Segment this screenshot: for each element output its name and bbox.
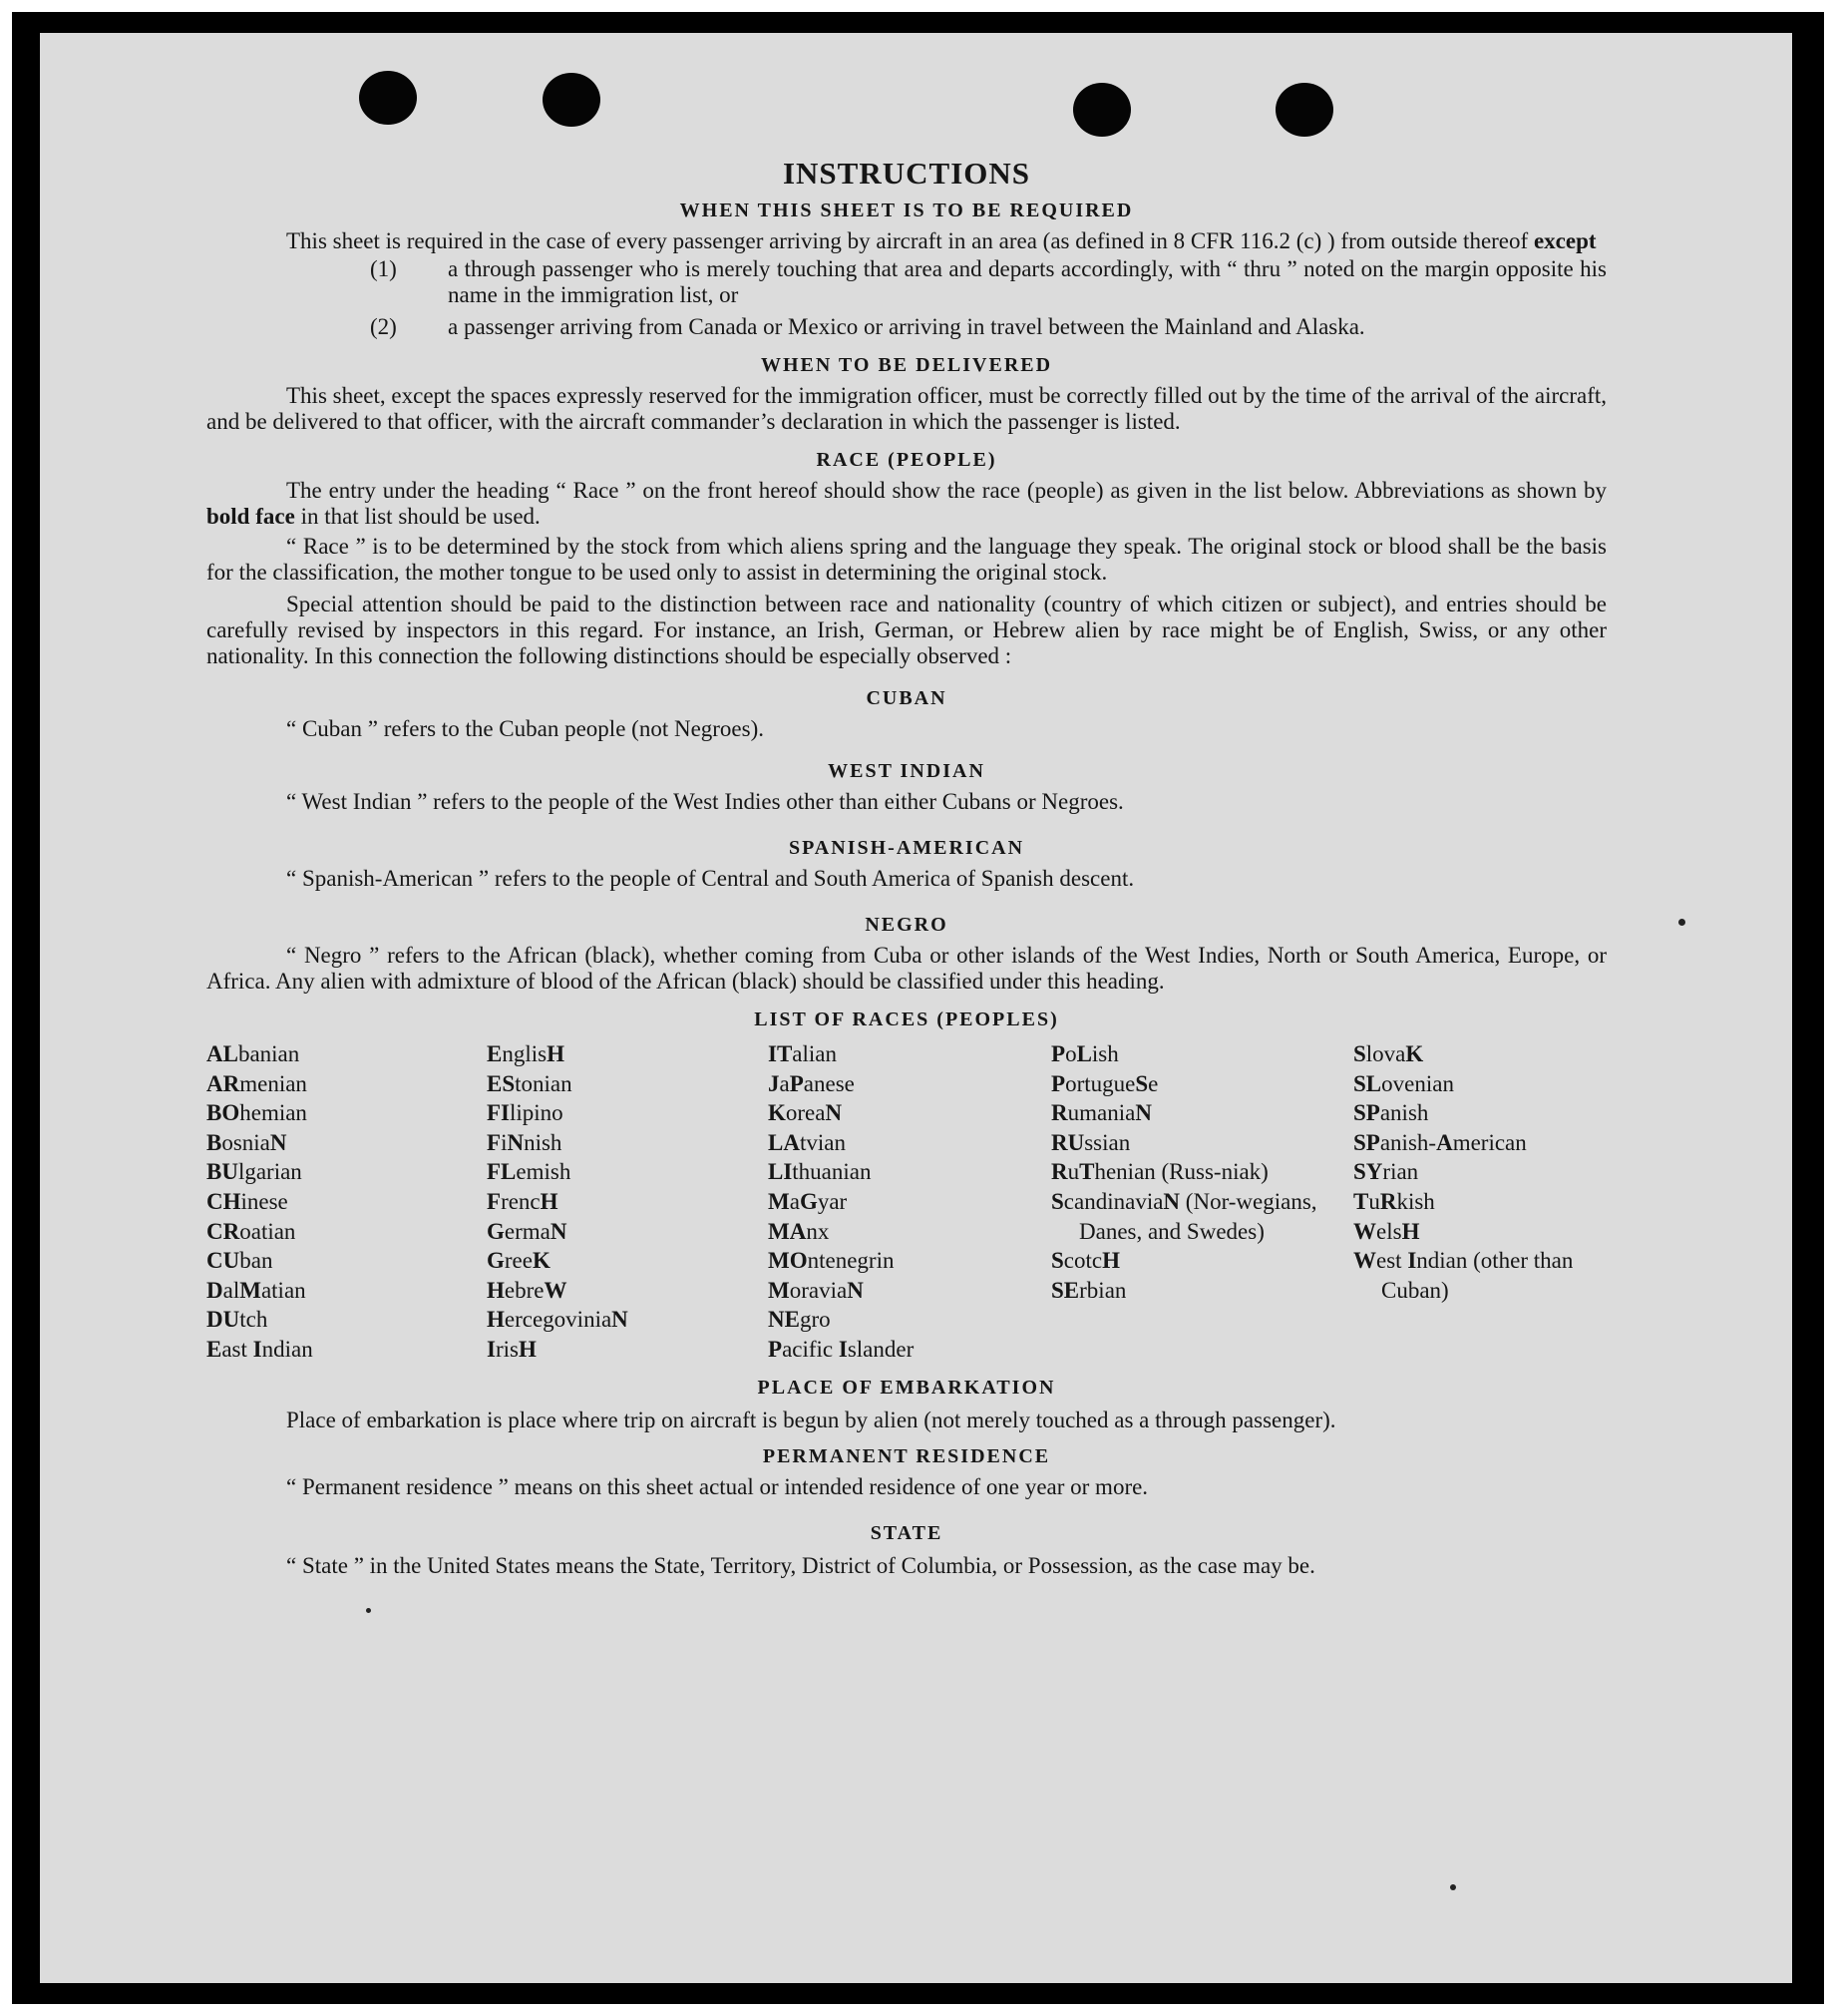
race-entry: MoraviaN bbox=[768, 1277, 864, 1303]
race-entry: ScotcH bbox=[1051, 1248, 1120, 1274]
exception-text: a through passenger who is merely touching that area and departs accordingly, with “ thru ” noted on the margin opposite his name in the immigration list, or bbox=[448, 256, 1607, 307]
race-column bbox=[1051, 1039, 1353, 1365]
punch-hole bbox=[359, 71, 417, 125]
punch-hole bbox=[1073, 83, 1131, 137]
race-entry: PoLish bbox=[1051, 1041, 1119, 1066]
section-heading-when-required: WHEN THIS SHEET IS TO BE REQUIRED bbox=[679, 200, 1134, 221]
race-entry: East Indian bbox=[206, 1336, 313, 1362]
section-heading-west-indian: WEST INDIAN bbox=[828, 760, 985, 782]
race-entry: HercegoviniaN bbox=[487, 1307, 628, 1333]
residence-text: “ Permanent residence ” means on this sheet actual or intended residence of one year or more. bbox=[286, 1473, 1149, 1499]
race-paragraph-1: The entry under the heading “ Race ” on the front hereof should show the race (people) as given in the list below. Abbreviations as shown by bold face in that list should be used. bbox=[206, 478, 1607, 529]
section-heading-spanish-american: SPANISH-AMERICAN bbox=[788, 837, 1025, 859]
race-entry: ARmenian bbox=[206, 1070, 307, 1096]
when-required-intro: This sheet is required in the case of every passenger arriving by aircraft in an area (as defined in 8 CFR 116.2 (c) ) from outside thereof except bbox=[286, 228, 1597, 253]
race-entry: RumaniaN bbox=[1051, 1100, 1152, 1126]
race-entry: Pacific Islander bbox=[768, 1336, 915, 1362]
exception-text: a passenger arriving from Canada or Mexico or arriving in travel between the Mainland and Alaska. bbox=[448, 314, 1365, 339]
race-entry: LAtvian bbox=[768, 1129, 846, 1155]
race-entry: CUban bbox=[206, 1248, 273, 1274]
section-heading-cuban: CUBAN bbox=[866, 687, 947, 709]
exception-number: (1) bbox=[370, 256, 397, 281]
race-entry: SErbian bbox=[1051, 1277, 1127, 1303]
section-heading-residence: PERMANENT RESIDENCE bbox=[762, 1444, 1051, 1467]
race-entry: JaPanese bbox=[768, 1070, 855, 1096]
race-entry: GermaN bbox=[487, 1218, 567, 1244]
race-column bbox=[1353, 1039, 1607, 1365]
race-column bbox=[487, 1039, 768, 1365]
race-entry: FIlipino bbox=[487, 1100, 563, 1126]
exception-list bbox=[206, 256, 1607, 340]
negro-text: “ Negro ” refers to the African (black), whether coming from Cuba or other islands of the West Indies, North or South America, Europe, or Africa. Any alien with admixture of blood of the African (black) should be classified under this heading. bbox=[206, 943, 1607, 994]
race-entry: ITalian bbox=[768, 1041, 837, 1066]
race-entry: CHinese bbox=[206, 1188, 288, 1214]
race-entry: EnglisH bbox=[487, 1041, 564, 1066]
race-column bbox=[206, 1039, 487, 1365]
speck bbox=[366, 1608, 371, 1613]
section-heading-list-of-races: LIST OF RACES (PEOPLES) bbox=[754, 1008, 1059, 1030]
spanish-american-text: “ Spanish-American ” refers to the people of Central and South America of Spanish descent. bbox=[286, 866, 1135, 891]
instructions-content bbox=[206, 156, 1607, 1581]
race-entry: TuRkish bbox=[1353, 1188, 1435, 1214]
race-entry: PortugueSe bbox=[1051, 1070, 1159, 1096]
page-title: INSTRUCTIONS bbox=[782, 156, 1030, 191]
race-entry: FLemish bbox=[487, 1159, 571, 1185]
race-paragraph-3: Special attention should be paid to the distinction between race and nationality (country of which citizen or subject), and entries should be carefully revised by inspectors in this regard. For instance, an Irish, German, or Hebrew alien by race might be of English, Swiss, or any other nationality. In this connection the following distinctions should be especially observed : bbox=[206, 592, 1607, 668]
speck bbox=[1450, 1884, 1456, 1890]
race-entry: RUssian bbox=[1051, 1129, 1131, 1155]
race-entry: BUlgarian bbox=[206, 1159, 302, 1185]
race-entry: West Indian (other than Cuban) bbox=[1353, 1248, 1574, 1303]
race-entry: EStonian bbox=[487, 1070, 572, 1096]
race-entry: MOntenegrin bbox=[768, 1248, 895, 1274]
race-paragraph-2: “ Race ” is to be determined by the stock from which aliens spring and the language they speak. The original stock or blood shall be the basis for the classification, the mother tongue to be used only to assist in determining the original stock. bbox=[206, 534, 1607, 585]
race-entry: SLovenian bbox=[1353, 1070, 1454, 1096]
when-delivered-text: This sheet, except the spaces expressly reserved for the immigration officer, must be correctly filled out by the time of the arrival of the aircraft, and be delivered to that officer, with the aircraft commander’s declaration in which the passenger is listed. bbox=[206, 383, 1607, 434]
state-text: “ State ” in the United States means the State, Territory, District of Columbia, or Possession, as the case may be. bbox=[286, 1552, 1315, 1578]
race-entry: CRoatian bbox=[206, 1218, 296, 1244]
race-entry: DalMatian bbox=[206, 1277, 306, 1303]
race-entry: HebreW bbox=[487, 1277, 567, 1303]
race-entry: IrisH bbox=[487, 1336, 537, 1362]
race-entry: RuThenian (Russ-niak) bbox=[1051, 1159, 1269, 1185]
race-entry: BOhemian bbox=[206, 1100, 307, 1126]
race-list bbox=[206, 1039, 1607, 1365]
race-entry: SPanish bbox=[1353, 1100, 1429, 1126]
race-entry: ScandinaviaN (Nor-wegians, Danes, and Swedes) bbox=[1051, 1188, 1317, 1244]
race-entry: DUtch bbox=[206, 1307, 268, 1333]
race-entry: WelsH bbox=[1353, 1218, 1420, 1244]
race-entry: SYrian bbox=[1353, 1159, 1419, 1185]
section-heading-state: STATE bbox=[870, 1521, 943, 1544]
race-entry: GreeK bbox=[487, 1248, 551, 1274]
cuban-text: “ Cuban ” refers to the Cuban people (not Negroes). bbox=[286, 716, 765, 741]
race-entry: KoreaN bbox=[768, 1100, 843, 1126]
section-heading-embarkation: PLACE OF EMBARKATION bbox=[757, 1376, 1056, 1399]
exception-number: (2) bbox=[370, 314, 397, 339]
race-entry: FiNnish bbox=[487, 1129, 562, 1155]
race-entry: BosniaN bbox=[206, 1129, 287, 1155]
punch-hole bbox=[543, 73, 600, 127]
race-entry: LIthuanian bbox=[768, 1159, 872, 1185]
race-entry: SlovaK bbox=[1353, 1041, 1424, 1066]
punch-hole bbox=[1276, 83, 1333, 137]
race-entry: SPanish-American bbox=[1353, 1129, 1527, 1155]
section-heading-negro: NEGRO bbox=[865, 914, 948, 936]
exception-item bbox=[206, 256, 1607, 308]
race-entry: NEgro bbox=[768, 1307, 831, 1333]
speck bbox=[1678, 919, 1685, 926]
section-heading-race: RACE (PEOPLE) bbox=[816, 449, 997, 471]
race-entry: MaGyar bbox=[768, 1188, 848, 1214]
exception-item bbox=[206, 314, 1607, 340]
race-entry: MAnx bbox=[768, 1218, 830, 1244]
embarkation-text: Place of embarkation is place where trip on aircraft is begun by alien (not merely touched as a through passenger). bbox=[286, 1407, 1336, 1432]
section-heading-when-delivered: WHEN TO BE DELIVERED bbox=[760, 354, 1053, 376]
race-entry: ALbanian bbox=[206, 1041, 300, 1066]
west-indian-text: “ West Indian ” refers to the people of the West Indies other than either Cubans or Negroes. bbox=[286, 789, 1124, 814]
race-entry: FrencH bbox=[487, 1188, 558, 1214]
race-column bbox=[768, 1039, 1051, 1365]
